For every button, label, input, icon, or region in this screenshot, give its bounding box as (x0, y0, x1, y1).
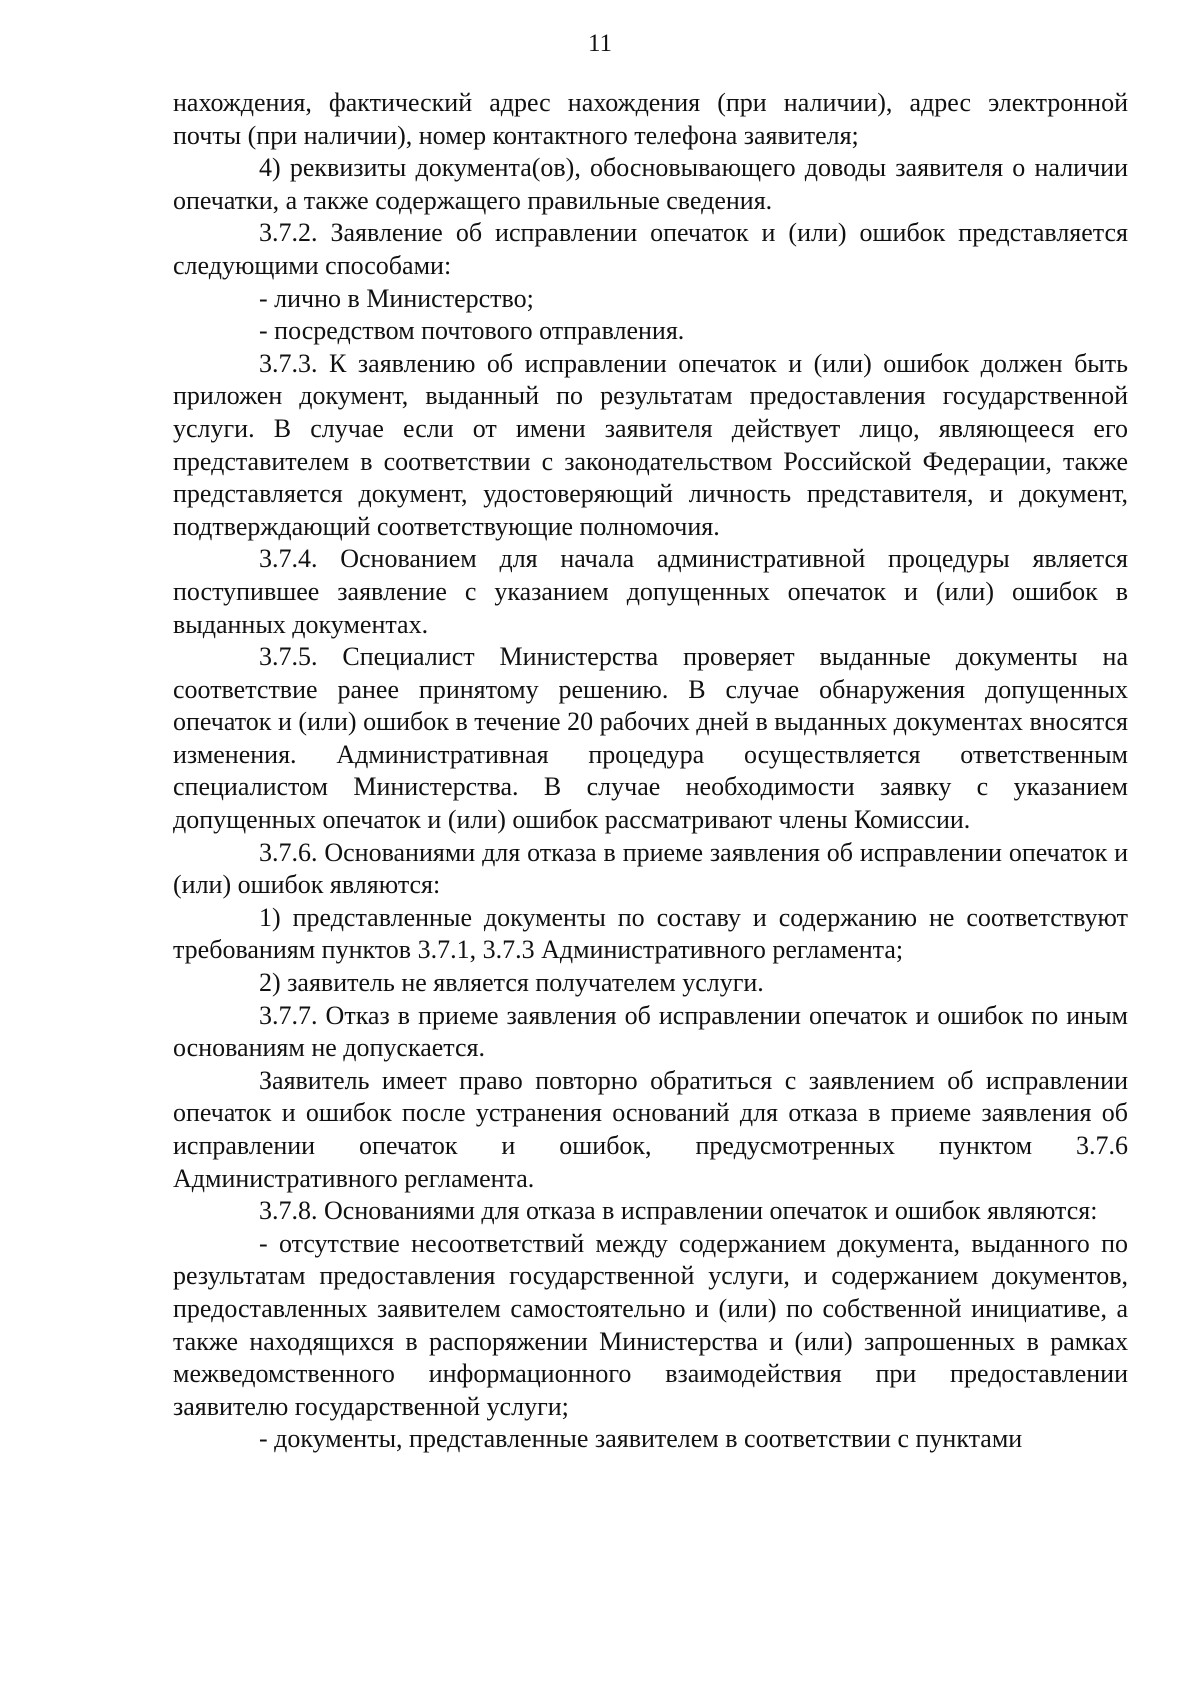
list-item-2-not-recipient: 2) заявитель не является получателем услуги. (259, 968, 764, 998)
document-body (173, 87, 1128, 1456)
clause-3-7-5: 3.7.5. Специалист Министерства проверяет выданные документы на соответствие ранее принятому решению. В случае обнаружения допущенных опечаток и (или) ошибок в течение 20 рабочих дней в выданных документах вносятся изменения. Административная процедура осуществляется ответственным специалистом Министерства. В случае необходимости заявку с указанием допущенных опечаток и (или) ошибок рассматривают члены Комиссии. (173, 642, 1128, 835)
clause-3-7-6: 3.7.6. Основаниями для отказа в приеме заявления об исправлении опечаток и (или) ошибок являются: (173, 837, 1128, 900)
list-item-1-requirements: 1) представленные документы по составу и содержанию не соответствуют требованиям пунктов 3.7.1, 3.7.3 Административного регламента; (173, 902, 1128, 965)
paragraph-continuation: нахождения, фактический адрес нахождения (при наличии), адрес электронной почты (при наличии), номер контактного телефона заявителя; (173, 88, 1128, 150)
clause-3-7-4: 3.7.4. Основанием для начала административной процедуры является поступившее заявление с указанием допущенных опечаток и (или) ошибок в выданных документах. (173, 544, 1128, 639)
page-number: 11 (587, 30, 613, 57)
list-item-in-person: - лично в Министерство; (259, 283, 534, 313)
clause-3-7-3: 3.7.3. К заявлению об исправлении опечаток и (или) ошибок должен быть приложен документ, выданный по результатам предоставления государственной услуги. В случае если от имени заявителя действует лицо, являющееся его представителем в соответствии с законодательством Российской Федерации, также представляется документ, удостоверяющий личность представителя, и документ, подтверждающий соответствующие полномочия. (173, 348, 1128, 541)
list-item-by-mail: - посредством почтового отправления. (259, 316, 685, 346)
clause-3-7-2: 3.7.2. Заявление об исправлении опечаток и (или) ошибок представляется следующими способами: (173, 218, 1128, 280)
list-item-documents-submitted: - документы, представленные заявителем в соответствии с пунктами (259, 1424, 1023, 1454)
list-item-no-discrepancies: - отсутствие несоответствий между содержанием документа, выданного по результатам предоставления государственной услуги, и содержанием документов, предоставленных заявителем самостоятельно и (или) по собственной инициативе, а также находящихся в распоряжении Министерства и (или) запрошенных в рамках межведомственного информационного взаимодействия при предоставлении заявителю государственной услуги; (173, 1228, 1128, 1421)
clause-3-7-8: 3.7.8. Основаниями для отказа в исправлении опечаток и ошибок являются: (259, 1196, 1098, 1226)
paragraph-reapply: Заявитель имеет право повторно обратиться с заявлением об исправлении опечаток и ошибок после устранения оснований для отказа в приеме заявления об исправлении опечаток и ошибок, предусмотренных пунктом 3.7.6 Административного регламента. (173, 1065, 1128, 1193)
clause-3-7-7: 3.7.7. Отказ в приеме заявления об исправлении опечаток и ошибок по иным основаниям не допускается. (173, 1000, 1128, 1063)
list-item-4-requisites: 4) реквизиты документа(ов), обосновывающего доводы заявителя о наличии опечатки, а также содержащего правильные сведения. (173, 153, 1128, 215)
